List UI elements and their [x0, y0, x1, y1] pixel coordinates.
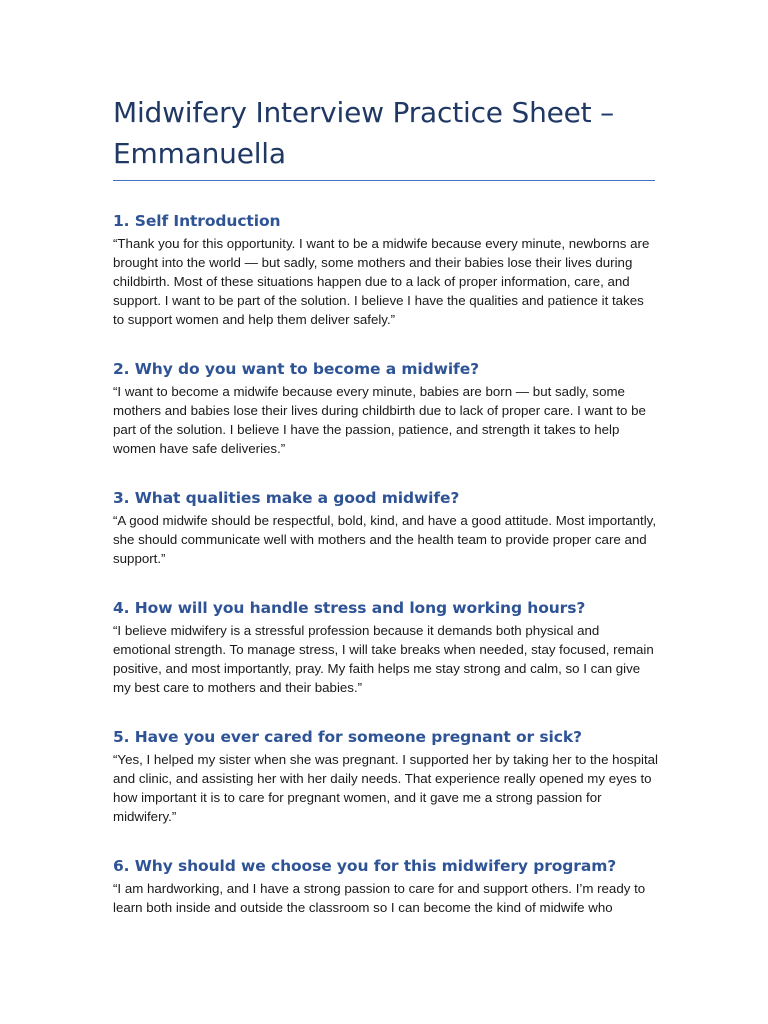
question-heading: 2. Why do you want to become a midwife? — [113, 360, 479, 378]
answer-text: “I believe midwifery is a stressful profession because it demands both physical and emotional strength. To manage stress, I will take breaks when needed, stay focused, remain positive, and most importantly, pray. My faith helps me stay strong and calm, so I can give my best care to mothers and their babies.” — [113, 623, 654, 695]
title-divider — [113, 180, 655, 181]
question-section-4 — [113, 598, 658, 697]
question-section-3 — [113, 488, 658, 568]
question-heading: 1. Self Introduction — [113, 212, 281, 230]
question-heading: 6. Why should we choose you for this midwifery program? — [113, 857, 617, 875]
answer-text: “I am hardworking, and I have a strong passion to care for and support others. I’m ready to learn both inside and outside the classroom so I can become the kind of midwife who — [113, 881, 646, 915]
document-page — [113, 92, 658, 917]
answer-text: “A good midwife should be respectful, bold, kind, and have a good attitude. Most importantly, she should communicate well with mothers and the health team to provide proper care and support.” — [113, 513, 657, 566]
question-section-2 — [113, 359, 658, 458]
question-heading: 3. What qualities make a good midwife? — [113, 489, 460, 507]
answer-text: “I want to become a midwife because every minute, babies are born — but sadly, some mothers and babies lose their lives during childbirth due to lack of proper care. I want to be part of the solution. I believe I have the passion, patience, and strength it takes to help women have safe deliveries.” — [113, 384, 646, 456]
answer-text: “Yes, I helped my sister when she was pregnant. I supported her by taking her to the hospital and clinic, and assisting her with her daily needs. That experience really opened my eyes to how important it is to care for pregnant women, and it gave me a strong passion for midwifery.” — [113, 752, 658, 824]
question-section-5 — [113, 727, 658, 826]
answer-text: “Thank you for this opportunity. I want to be a midwife because every minute, newborns are brought into the world — but sadly, some mothers and their babies lose their lives during childbirth. Most of these situations happen due to a lack of proper information, care, and support. I want to be part of the solution. I believe I have the qualities and patience it takes to support women and help them deliver safely.” — [113, 236, 650, 327]
question-heading: 5. Have you ever cared for someone pregnant or sick? — [113, 728, 582, 746]
question-section-1 — [113, 211, 658, 329]
question-section-6 — [113, 856, 658, 917]
document-title: Midwifery Interview Practice Sheet – Emmanuella — [113, 96, 614, 170]
question-heading: 4. How will you handle stress and long working hours? — [113, 599, 586, 617]
